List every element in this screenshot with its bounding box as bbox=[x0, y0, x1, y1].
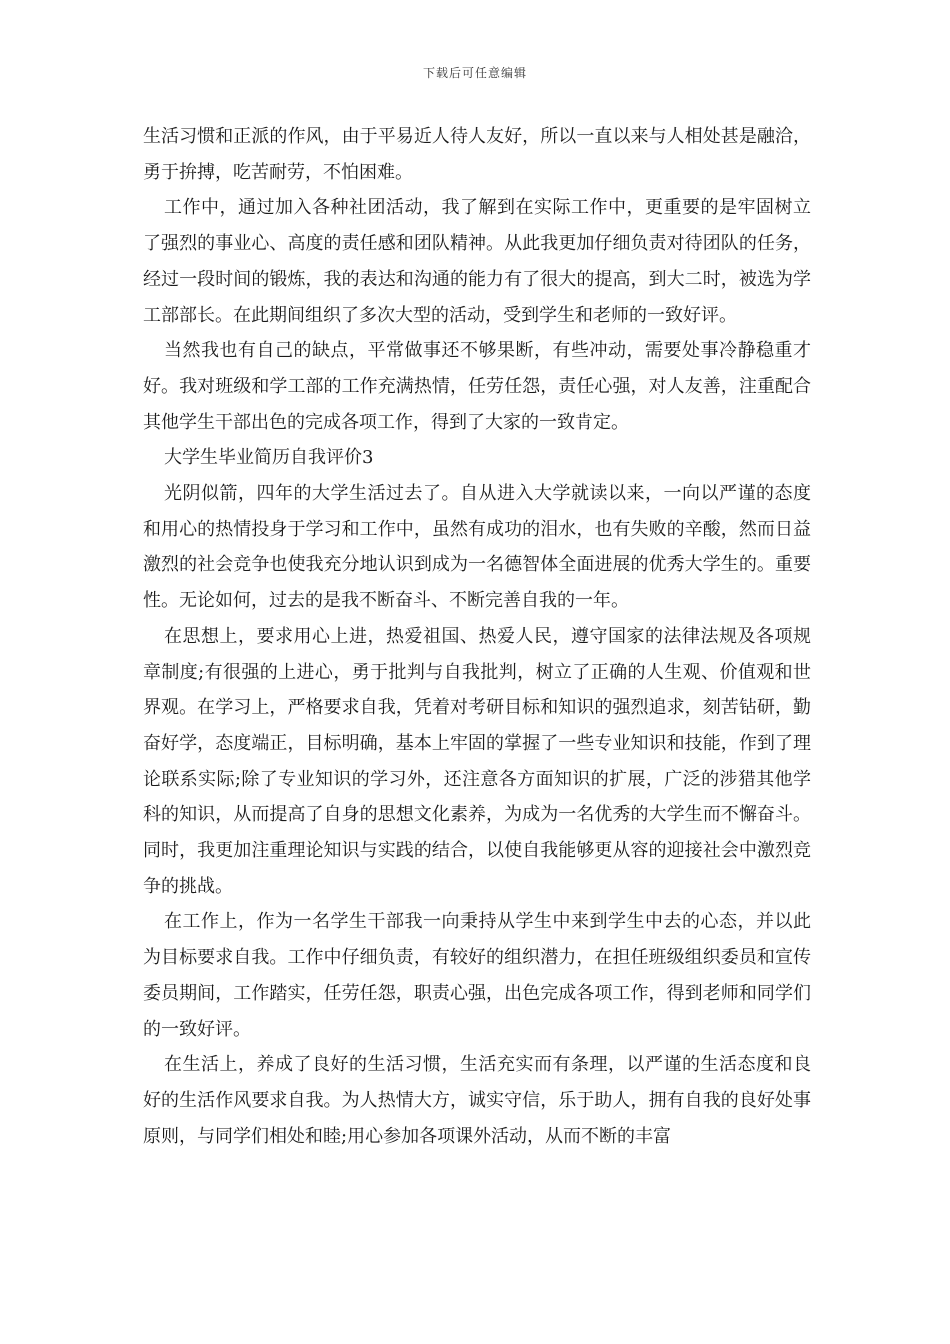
page-header: 下载后可任意编辑 bbox=[422, 66, 527, 80]
paragraph: 当然我也有自己的缺点，平常做事还不够果断，有些冲动，需要处事冷静稳重才好。我对班级和学工部的工作充满热情，任劳任怨，责任心强，对人友善，注重配合其他学生干部出色的完成各项工作，得到了大家的一致肯定。 bbox=[143, 340, 811, 433]
section-heading: 大学生毕业简历自我评价3 bbox=[164, 447, 374, 469]
paragraph: 在生活上，养成了良好的生活习惯，生活充实而有条理，以严谨的生活态度和良好的生活作风要求自我。为人热情大方，诚实守信，乐于助人，拥有自我的良好处事原则，与同学们相处和睦;用心参加各项课外活动，从而不断的丰富 bbox=[143, 1054, 811, 1147]
paragraph: 工作中，通过加入各种社团活动，我了解到在实际工作中，更重要的是牢固树立了强烈的事业心、高度的责任感和团队精神。从此我更加仔细负责对待团队的任务，经过一段时间的锻炼，我的表达和沟通的能力有了很大的提高，到大二时，被选为学工部部长。在此期间组织了多次大型的活动，受到学生和老师的一致好评。 bbox=[143, 197, 811, 326]
document-body bbox=[143, 119, 811, 1154]
paragraph: 在工作上，作为一名学生干部我一向秉持从学生中来到学生中去的心态，并以此为目标要求自我。工作中仔细负责，有较好的组织潜力，在担任班级组织委员和宣传委员期间，工作踏实，任劳任怨，职责心强，出色完成各项工作，得到老师和同学们的一致好评。 bbox=[143, 911, 811, 1040]
paragraph-continued: 生活习惯和正派的作风，由于平易近人待人友好，所以一直以来与人相处甚是融洽，勇于拚搏，吃苦耐劳，不怕困难。 bbox=[143, 126, 811, 183]
paragraph: 光阴似箭，四年的大学生活过去了。自从进入大学就读以来，一向以严谨的态度和用心的热情投身于学习和工作中，虽然有成功的泪水，也有失败的辛酸，然而日益激烈的社会竞争也使我充分地认识到成为一名德智体全面进展的优秀大学生的。重要性。无论如何，过去的是我不断奋斗、不断完善自我的一年。 bbox=[143, 483, 811, 612]
paragraph: 在思想上，要求用心上进，热爱祖国、热爱人民，遵守国家的法律法规及各项规章制度;有很强的上进心，勇于批判与自我批判，树立了正确的人生观、价值观和世界观。在学习上，严格要求自我，凭着对考研目标和知识的强烈追求，刻苦钻研，勤奋好学，态度端正，目标明确，基本上牢固的掌握了一些专业知识和技能，作到了理论联系实际;除了专业知识的学习外，还注意各方面知识的扩展，广泛的涉猎其他学科的知识，从而提高了自身的思想文化素养，为成为一名优秀的大学生而不懈奋斗。同时，我更加注重理论知识与实践的结合，以使自我能够更从容的迎接社会中激烈竞争的挑战。 bbox=[143, 625, 811, 897]
